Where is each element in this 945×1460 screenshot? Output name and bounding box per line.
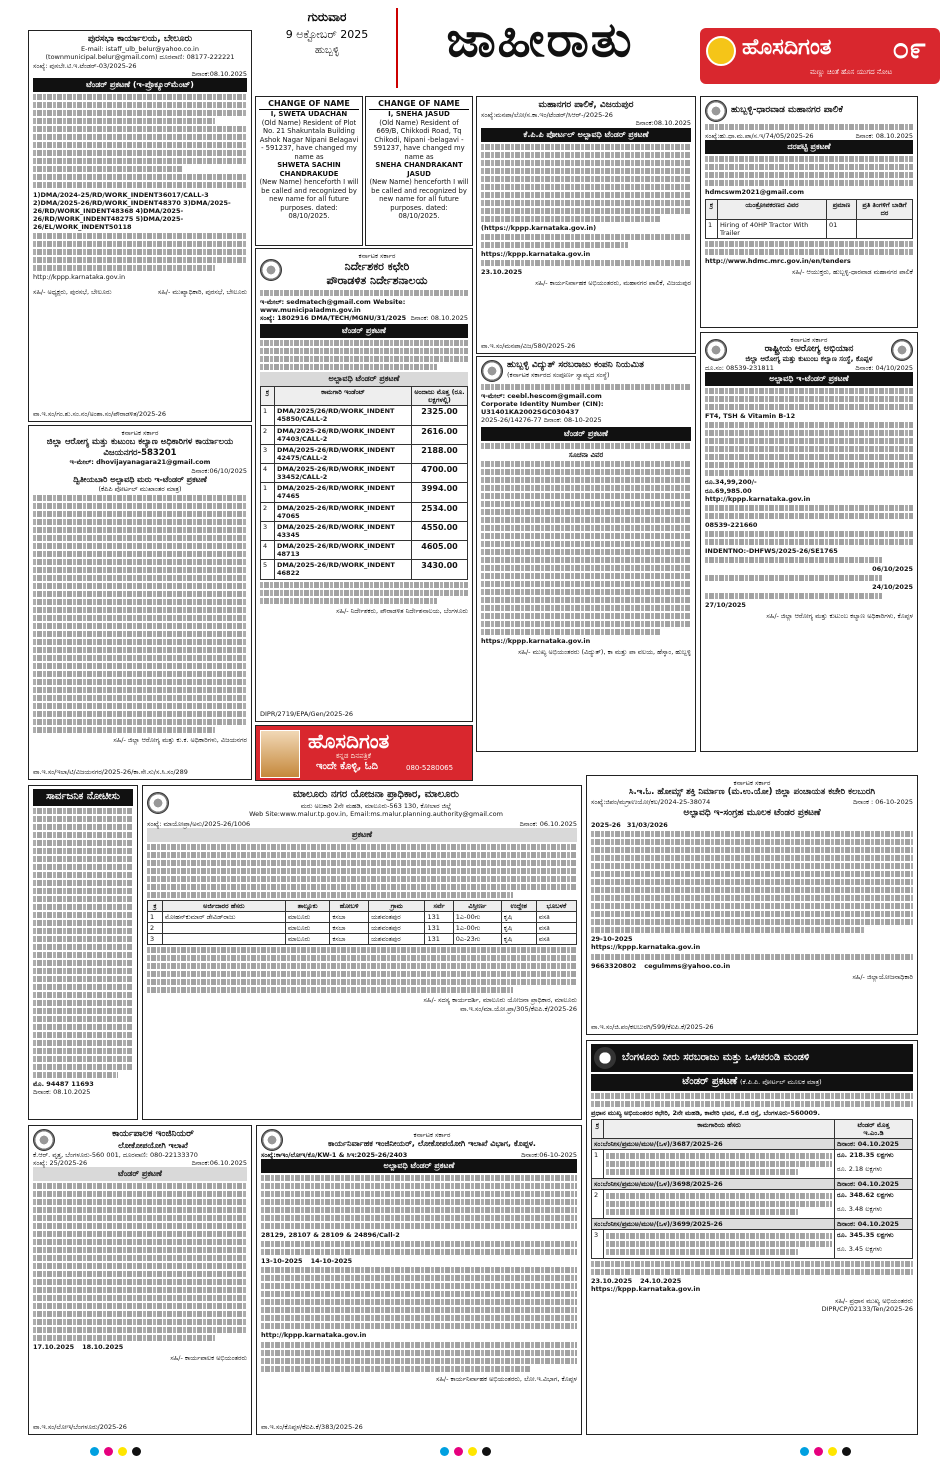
- promo-phone: 080-5280065: [406, 764, 454, 772]
- vij-link[interactable]: (https://kppp.karnataka.gov.in): [481, 223, 597, 232]
- dma-banner: ಟೆಂಡರ್ ಪ್ರಕಟಣೆ: [260, 324, 468, 338]
- pwde-banner: ಟೆಂಡರ್ ಪ್ರಕಟಣೆ: [33, 1167, 247, 1181]
- cn2-body: (Old Name) Resident of 669/B, Chikkodi Road, Tq Chikodi, Nipani -belagavi - 591237, have changed my name as: [373, 118, 465, 161]
- malur-col: ವಿಸ್ತೀರ್ಣ: [453, 900, 501, 911]
- promo-sub: ಕನ್ನಡ ದಿನಪತ್ರಿಕೆ: [336, 752, 372, 760]
- cn2-heading: CHANGE OF NAME: [369, 99, 469, 110]
- dma-col-2: ಅಂದಾಜು ಮೊತ್ತ (ರೂ. ಲಕ್ಷಗಳಲ್ಲಿ): [412, 387, 468, 406]
- malur-col: ಭೂಬಳಕೆ: [536, 900, 576, 911]
- bwssb-col-2: ಟೆಂಡರ್ ಮೊತ್ತ: [857, 1120, 890, 1129]
- table-row: ಸಂ:ಬೆಂನೀಸ/ಪ್ರಮುಅ/ಮುಅ/(ಒಳ)/3699/2025-26 ದಿನಾಂಕ: 04.10.2025: [592, 1219, 913, 1230]
- kh-d2: 24/10/2025: [872, 583, 913, 592]
- kal-year: 2025-26: [591, 821, 621, 830]
- hescom-email: ಇ-ಮೇಲ್: ceebl.hescom@gmail.com: [481, 392, 602, 400]
- hdmc-col-3: ಪ್ರತಿ ತಿಂಗಳಿಗೆ ಬಾಡಿಗೆ ದರ: [857, 200, 913, 219]
- malur-addr: ಮರು ಅಬಕಾರಿ 2ನೇ ಮಹಡಿ, ಮಾಲೂರು-563 130, ಕೋಲಾರ ಜಿಲ್ಲೆ: [300, 801, 452, 810]
- table-row: 4 DMA/2025-26/RD/WORK_INDENT 48713 4605.00: [261, 541, 468, 560]
- cn1-footer: (New Name) henceforth I will be called and recognized by new name for all future purposes. dated: 08/10/2025.: [259, 178, 359, 221]
- kp-sign: ಸಹಿ/- ಕಾರ್ಯನಿರ್ವಾಹಕ ಅಭಿಯಂತರರು, ಲೋ.ಇ.ವಿಭಾಗ, ಕೊಪ್ಪಳ: [436, 1374, 577, 1383]
- vn-banner: ದ್ವಿತೀಯಬಾರಿ ಅಲ್ಪಾವಧಿ ಮರು ಇ-ಟೆಂಡರ್ ಪ್ರಕಟಣೆ: [73, 474, 207, 484]
- dma-date: ದಿನಾಂಕ: 08.10.2025: [410, 313, 468, 322]
- bwssb-deadline2: 24.10.2025: [640, 1277, 682, 1286]
- kal-office: ಸಿ.ಇ.ಓ. ಹೋಮ್ಸ್ ಶಕ್ತಿ ನಿರ್ಮಾಣ (ಮ.ಉ.ಯೋ) ಜಿಲ್ಲಾ ಪಂಚಾಯತ ಕಚೇರಿ ಕಲಬುರಗಿ: [628, 787, 876, 798]
- vn-gov: ಕರ್ನಾಟಕ ಸರ್ಕಾರ: [121, 429, 159, 437]
- hdmc-banner: ದರಪಟ್ಟಿ ಪ್ರಕಟಣೆ: [705, 140, 913, 154]
- ad-public-notice: [28, 785, 138, 1120]
- kal-gov: ಕರ್ನಾಟಕ ಸರ್ಕಾರ: [733, 779, 771, 787]
- cn2-person: I, SNEHA JASUD: [388, 110, 450, 118]
- table-row: 1 ರೂ. 218.35 ಲಕ್ಷಗಳು ರೂ. 2.18 ಲಕ್ಷಗಳು: [592, 1150, 913, 1179]
- kal-ref: ಸಂಖ್ಯೆ:ಜಿಪಂ/ಮಗ್ರಾಉಯೋ/ಕಲ/2024-25-38074: [591, 797, 711, 806]
- hdmc-office: ಹುಬ್ಬಳ್ಳಿ-ಧಾರವಾಡ ಮಹಾನಗರ ಪಾಲಿಕೆ: [731, 105, 843, 116]
- malur-table: [147, 900, 577, 946]
- kal-sign: ಸಹಿ/- ಜಿಲ್ಲಾಯೋಜನಾಧಿಕಾರಿ: [852, 972, 913, 981]
- kh-link[interactable]: http://kppp.karnataka.gov.in: [705, 494, 811, 503]
- bwssb-office: ಬೆಂಗಳೂರು ನೀರು ಸರಬರಾಜು ಮತ್ತು ಒಳಚರಂಡಿ ಮಂಡಳಿ: [622, 1051, 810, 1063]
- dma-sign: ಸಹಿ/- ನಿರ್ದೇಶಕರು, ಪೌರಾಡಳಿತ ನಿರ್ದೇಶನಾಲಯ, ಬೆಂಗಳೂರು: [336, 606, 468, 615]
- ad-koppal-health: [700, 332, 918, 752]
- karnataka-emblem-icon: [147, 792, 169, 814]
- kp-d1: 13-10-2025: [261, 1257, 303, 1266]
- hescom-sub2: ಸೂಚನಾ ವಿವರ: [568, 450, 604, 459]
- hescom-office: ಹುಬ್ಬಳ್ಳಿ ವಿದ್ಯುತ್ ಸರಬರಾಜು ಕಂಪನಿ ನಿಯಮಿತ: [507, 360, 644, 370]
- vn-date: ದಿನಾಂಕ:06/10/2025: [191, 466, 247, 475]
- bwssb-footer: DIPR/CP/02133/Ten/2025-26: [821, 1304, 913, 1313]
- pn-phone: ಮೊ. 94487 11693: [33, 1079, 94, 1088]
- kp-ref: ಸಂಖ್ಯೆ:ಕಾಇಂ/ಲೋಇ/ಕೊ/KW-1 & ಸಿಇ:2025-26/2403: [261, 1151, 408, 1159]
- table-row: 3 ಮಾಲೂರು ಕಸಬಾ ಯಶವಂತಪುರ 131 0ಎ-23ಗು ಕೃಷಿ ವಸತಿ: [148, 934, 577, 945]
- malur-date: ದಿನಾಂಕ: 06.10.2025: [519, 819, 577, 828]
- malur-col: ತಾಲ್ಲೂಕು: [285, 900, 329, 911]
- promo-paper-image: [260, 730, 300, 778]
- bwssb-banner: ಟೆಂಡರ್ ಪ್ರಕಟಣೆ: [682, 1076, 738, 1087]
- vn-office: ಜಿಲ್ಲಾ ಆರೋಗ್ಯ ಮತ್ತು ಕುಟುಂಬ ಕಲ್ಯಾಣ ಅಧಿಕಾರಿಗಳ ಕಾರ್ಯಾಲಯ ವಿಜಯನಗರ-583201: [46, 437, 234, 458]
- kp-footer: ವಾ.ಇ.ಸಂ/ಕೊಪ್ಪಳ/ಕೆಐಪಿ.ಕೆ/383/2025-26: [261, 1422, 363, 1431]
- vij-sign: ಸಹಿ/- ಕಾರ್ಯನಿರ್ವಾಹಕ ಅಭಿಯಂತರರು, ಮಹಾನಗರ ಪಾಲಿಕೆ, ವಿಜಯಪುರ: [535, 278, 691, 287]
- table-row: 1 Hiring of 40HP Tractor With Trailer 01: [706, 219, 913, 238]
- ad-vijayanagara: [28, 425, 252, 780]
- bwssb-col-2b: ಇ.ಎಂ.ಡಿ: [863, 1128, 884, 1137]
- page-number: ೦೯: [892, 31, 926, 66]
- cn1-person: I, SWETA UDACHAN: [270, 110, 348, 118]
- karnataka-emblem-icon: [261, 1129, 283, 1151]
- kal-link[interactable]: https://kppp.karnataka.gov.in: [591, 943, 701, 952]
- bwssb-table: ಕ್ರ ಕಾಮಗಾರಿಯ ಹೆಸರು ಟೆಂಡರ್ ಮೊತ್ತ ಇ.ಎಂ.ಡಿ ಸಂ:ಬೆಂನೀಸ/ಪ್ರಮುಅ/ಮುಅ/(ಒಳ)/3687/2025-26 ದಿನಾಂಕ: 04.10.2025 1 ರೂ. 218.35 ಲಕ್ಷಗಳು ರೂ. 2.18 ಲಕ್ಷಗಳು ಸಂ:ಬೆಂನೀಸ/ಪ್ರಮುಅ/ಮುಅ/(ಒಳ)/3698/2025-26 ದಿನಾಂಕ: 04.10.2025 2 ರೂ. 348.62 ಲಕ್ಷಗಳು ರೂ. 3.48 ಲಕ್ಷಗಳು ಸಂ:ಬೆಂನೀಸ/ಪ್ರಮುಅ/ಮುಅ/(ಒಳ)/3699/2025-26 ದಿನಾಂಕ: 04.10.2025 3 ರೂ. 345.35 ಲಕ್ಷಗಳು ರೂ. 3.45 ಲಕ್ಷಗಳು: [591, 1119, 913, 1260]
- vn-banner2: (ಕೆಪಿಪಿ ಪೋರ್ಟಲ್ ಮುಖಾಂತರ ಮಾತ್ರ): [98, 484, 182, 493]
- bwssb-banner-wrap: [591, 1074, 913, 1091]
- kh-tests: FT4, TSH & Vitamin B-12: [705, 412, 796, 421]
- belur-date: ದಿನಾಂಕ:08.10.2025: [191, 69, 247, 78]
- table-row: 1 DMA/2025-26/RD/WORK_INDENT 47465 3994.00: [261, 483, 468, 502]
- ad-bwssb: [586, 1040, 918, 1435]
- belur-email2: (townmunicipal.belur@gmail.com) ದೂರವಾಣಿ: 08177-222221: [45, 53, 235, 62]
- paper-logo: [700, 28, 940, 84]
- ad-belur: [28, 30, 252, 422]
- hescom-cin: Corporate Identity Number (CIN): U31401KA2002SGC030437: [481, 400, 604, 417]
- vn-footer: ವಾ.ಇ.ಸಂ/ಇಲಾ/ಟಿ/ವಿಜಯನಗರ/2025-26/ಕಾ.ಸೇ.ಸು/ಸ.ಸಿ.ಸಂ/289: [33, 767, 188, 776]
- ad-change-name-2: [365, 96, 473, 246]
- vn-email[interactable]: ಇ-ಮೇಲ್: dhovijayanagara21@gmail.com: [69, 458, 211, 467]
- kp-gov: ಕರ್ನಾಟಕ ಸರ್ಕಾರ: [413, 1130, 451, 1139]
- hescom-sub: (ಕರ್ನಾಟಕ ಸರ್ಕಾರದ ಸಂಪೂರ್ಣ ಸ್ವಾಮ್ಯದ ಸಂಸ್ಥೆ): [507, 371, 610, 380]
- section-title: ಜಾಹೀರಾತು: [446, 12, 634, 68]
- kp-indents: 28129, 28107 & 28109 & 24896/Call-2: [261, 1231, 400, 1240]
- malur-ref: ಸಂಖ್ಯೆ: ಮಾಯೋಪ್ರಾ/ಅನು/2025-26/1006: [147, 819, 251, 828]
- bwssb-banner2: (ಕೆ.ಪಿ.ಪಿ. ಪೋರ್ಟಲ್ ಮೂಲಕ ಮಾತ್ರ): [740, 1078, 822, 1086]
- ad-pwd-engineer: [28, 1125, 252, 1435]
- pwde-addr: ಕೆ.ಆರ್. ವೃತ್ತ, ಬೆಂಗಳೂರು-560 001, ದೂರವಾಣಿ: 080-22133370: [33, 1151, 198, 1159]
- malur-office: ಮಾಲೂರು ನಗರ ಯೋಜನಾ ಪ್ರಾಧಿಕಾರ, ಮಾಲೂರು: [293, 789, 459, 800]
- malur-col: ಗ್ರಾಮ: [368, 900, 425, 911]
- pn-heading: ಸಾರ್ವಜನಿಕ ನೋಟೀಸು: [33, 789, 133, 806]
- table-row: 2 ರೂ. 348.62 ಲಕ್ಷಗಳು ರೂ. 3.48 ಲಕ್ಷಗಳು: [592, 1190, 913, 1219]
- pwde-d1: 17.10.2025: [33, 1343, 75, 1352]
- malur-col: ಸರ್ವೆ: [425, 900, 453, 911]
- kp-d2: 14-10-2025: [310, 1257, 353, 1266]
- promo-hosadiganta[interactable]: [255, 725, 473, 781]
- promo-cta: ಇಂದೇ ಕೊಳ್ಳಿ, ಓದಿ: [316, 761, 378, 772]
- cn1-new-name: SHWETA SACHIN CHANDRAKUDE: [277, 161, 341, 178]
- kh-sign: ಸಹಿ/- ಜಿಲ್ಲಾ ಆರೋಗ್ಯ ಮತ್ತು ಕುಟುಂಬ ಕಲ್ಯಾಣ ಅಧಿಕಾರಿಗಳು, ಕೊಪ್ಪಳ: [766, 612, 913, 621]
- kh-d1: 06/10/2025: [872, 565, 913, 573]
- malur-col: ಅರ್ಜಿದಾರರ ಹೆಸರು: [162, 900, 285, 911]
- pwde-sign: ಸಹಿ/- ಕಾರ್ಯಪಾಲಕ ಅಭಿಯಂತರರು: [170, 1354, 247, 1363]
- ad-hdmc: [700, 96, 918, 328]
- promo-name: ಹೊಸದಿಗಂತ: [308, 729, 390, 753]
- ad-dma: [255, 248, 473, 722]
- table-row: 3 DMA/2025-26/RD/WORK_INDENT 42475/CALL-2 2188.00: [261, 444, 468, 463]
- kh-office: ರಾಷ್ಟ್ರೀಯ ಆರೋಗ್ಯ ಅಭಿಯಾನ: [764, 344, 854, 355]
- registration-marks-center: [440, 1447, 491, 1456]
- kp-date: ದಿನಾಂಕ:06-10-2025: [521, 1151, 577, 1159]
- kal-footer: ವಾ.ಇ.ಸಂ/ಜಿ.ಪಂ/ಕಲಬುರಗಿ/599/ಕೆಐಪಿ.ಕೆ/2025-26: [591, 1022, 714, 1031]
- dma-ref: ಸಂಖ್ಯೆ: 1802916 DMA/TECH/MGNU/31/2025: [260, 313, 407, 322]
- vij-date: ದಿನಾಂಕ:08.10.2025: [635, 119, 691, 128]
- dma-table: ಕ್ರ ಕಾಮಗಾರಿ ಇಂಡೆಂಟ್ ಅಂದಾಜು ಮೊತ್ತ (ರೂ. ಲಕ್ಷಗಳಲ್ಲಿ) 1 DMA/2025/26/RD/WORK_INDENT 45850/CALL-2 2325.00 2 DMA/2025-26/RD/WORK_INDENT 47403/CALL-2 2616.00 3 DMA/2025-26/RD/WORK_INDENT 42475/CALL-2 2188.00 4 DMA/2025-26/RD/WORK_INDENT 33452/CALL-2 4700.00 1 DMA/2025-26/RD/WORK_INDENT 47465 3994.00 2 DMA/2025-26/RD/WORK_INDENT 47065 2534.00 3 DMA/2025-26/RD/WORK_INDENT 43345 4550.00 4 DMA/2025-26/RD/WORK_INDENT 48713 4605.00 5 DMA/2025-26/RD/WORK_INDENT 46822 3430.00: [260, 386, 468, 580]
- pwde-office: ಕಾರ್ಯಪಾಲಕ ಇಂಜಿನಿಯರ್: [112, 1129, 194, 1140]
- pwde-ref: ಸಂಖ್ಯೆ: 25/2025-26: [33, 1159, 88, 1168]
- pn-date: ದಿನಾಂಕ: 08.10.2025: [33, 1087, 91, 1096]
- bwssb-sign: ಸಹಿ/- ಪ್ರಧಾನ ಮುಖ್ಯ ಅಭಿಯಂತರರು: [835, 1296, 913, 1305]
- hdmc-ref: ಸಂಖ್ಯೆ:ಹು.ಧಾ.ಮ.ಪಾ/ಸ.ಇ/74/05/2025-26: [705, 132, 814, 140]
- belur-indents: 1)DMA/2024-25/RD/WORK_INDENT36017/CALL-3 2)DMA/2025-26/RD/WORK_INDENT48370 3)DMA/2025-26/RD/WORK_INDENT48368 4)DMA/2025-26/RD/WORK_INDENT48275 5)DMA/2025-26/EL/WORK_INDENT50118: [33, 190, 231, 232]
- registration-marks-left: [90, 1447, 141, 1456]
- malur-col: ಉದ್ದೇಶ: [501, 900, 536, 911]
- ad-change-name-1: [255, 96, 363, 246]
- dma-footer: DIPR/2719/EPA/Gen/2025-26: [260, 709, 354, 718]
- belur-sign-2: ಸಹಿ/- ಮುಖ್ಯಾಧಿಕಾರಿ, ಪುರಸಭೆ, ಬೇಲೂರು: [157, 287, 247, 296]
- bwssb-logo-icon: [594, 1047, 616, 1069]
- belur-email: E-mail: istaff_ulb_belur@yahoo.co.in: [81, 45, 199, 54]
- kal-email[interactable]: cegulmms@yahoo.co.in: [644, 961, 731, 970]
- nhm-logo-icon: [705, 339, 727, 361]
- kh-date: ದಿನಾಂಕ: 04/10/2025: [855, 364, 913, 373]
- hescom-link[interactable]: https://kppp.karnataka.gov.in: [481, 637, 591, 646]
- kal-dates: 29-10-2025: [591, 935, 633, 944]
- kh-gov: ಕರ್ನಾಟಕ ಸರ್ಕಾರ: [790, 336, 828, 344]
- masthead-day: ಗುರುವಾರ: [307, 10, 347, 24]
- malur-web[interactable]: Web Site:www.malur.tp.gov.in, Email:ms.malur.planning.authority@gmail.com: [249, 809, 503, 818]
- vij-footer: ವಾ.ಇ.ಸಂ/ಮನಪಾ/ವಿಜ/580/2025-26: [481, 341, 576, 350]
- malur-footer: ವಾ.ಇ.ಸಂ/ಮಾ.ಯೋ.ಪ್ರಾ/305/ಕೆಐಪಿ.ಕೆ/2025-26: [460, 1004, 577, 1013]
- masthead-date: 9 ಅಕ್ಟೋಬರ್ 2025: [285, 28, 369, 41]
- dma-col-1: ಕಾಮಗಾರಿ ಇಂಡೆಂಟ್: [275, 387, 412, 406]
- bwssb-col-1: ಕಾಮಗಾರಿಯ ಹೆಸರು: [604, 1119, 835, 1138]
- ad-hescom: [476, 356, 696, 752]
- cn2-footer: (New Name) henceforth I will be called and recognized by new name for all future purposes. dated: 08/10/2025.: [369, 178, 469, 221]
- table-row: 2 DMA/2025-26/RD/WORK_INDENT 47065 2534.00: [261, 502, 468, 521]
- table-row: ಸಂ:ಬೆಂನೀಸ/ಪ್ರಮುಅ/ಮುಅ/(ಒಳ)/3698/2025-26 ದಿನಾಂಕ: 04.10.2025: [592, 1179, 913, 1190]
- pwde-office2: ಲೋಕೋಪಯೋಗಿ ಇಲಾಖೆ: [118, 1140, 188, 1150]
- dma-office2: ಪೌರಾಡಳಿತ ನಿರ್ದೇಶನಾಲಯ: [326, 273, 428, 287]
- table-row: 1 DMA/2025/26/RD/WORK_INDENT 45850/CALL-2 2325.00: [261, 406, 468, 425]
- table-row: 4 DMA/2025-26/RD/WORK_INDENT 33452/CALL-2 4700.00: [261, 464, 468, 483]
- table-row: 3 ರೂ. 345.35 ಲಕ್ಷಗಳು ರೂ. 3.45 ಲಕ್ಷಗಳು: [592, 1230, 913, 1259]
- table-row: ಸಂ:ಬೆಂನೀಸ/ಪ್ರಮುಅ/ಮುಅ/(ಒಳ)/3687/2025-26 ದಿನಾಂಕ: 04.10.2025: [592, 1138, 913, 1149]
- belur-banner: ಟೆಂಡರ್ ಪ್ರಕಟಣೆ (ಇ-ಪ್ರೊಕ್ಯೂರ್‌ಮೆಂಟ್): [33, 78, 247, 92]
- malur-sign: ಸಹಿ/- ಸದಸ್ಯ ಕಾರ್ಯದರ್ಶಿ, ಮಾಲೂರು ಯೋಜನಾ ಪ್ರಾಧಿಕಾರ, ಮಾಲೂರು: [423, 996, 577, 1005]
- hdmc-col-1: ಯಂತ್ರೋಪಕರಣದ ವಿವರ: [718, 200, 827, 219]
- pwde-footer: ವಾ.ಇ.ಸಂ/ಲೋಇ/ಬೆಂಗಳೂರು/2025-26: [33, 1422, 127, 1431]
- table-row: 1 ಮೋಹನ್‌ಕುಮಾರ್ ಡೇವಿಡ್‌ರಾಜು ಮಾಲೂರು ಕಸಬಾ ಯಶವಂತಪುರ 131 1ಎ-00ಗು ಕೃಷಿ ವಸತಿ: [148, 912, 577, 923]
- belur-ref: ಸಂಖ್ಯೆ: ಪುಸಬೇ.ಟಿ.ಇ.ಟೆಂಡರ್-03/2025-26: [33, 61, 137, 70]
- paper-emblem-icon: [706, 36, 736, 66]
- ad-kalaburagi: [586, 775, 918, 1035]
- vij-link-2[interactable]: https://kppp.karnataka.gov.in: [481, 249, 591, 258]
- belur-link[interactable]: http://kppp.karnataka.gov.in: [33, 273, 126, 282]
- hdmc-logo-icon: [705, 100, 727, 122]
- vij-ref: ಸಂಖ್ಯೆ:ಮನಪಾ/ಲೋ/ಸ.ಕಾ.ಇಂ/ಟೆಂಡರ್/ಸಿಆರ್-/2025-26: [481, 111, 613, 120]
- bwssb-link[interactable]: https://kppp.karnataka.gov.in: [591, 1285, 701, 1294]
- pwde-d2: 18.10.2025: [82, 1343, 124, 1352]
- kal-phone: 9663320802: [591, 961, 637, 970]
- bwssb-addr: ಪ್ರಧಾನ ಮುಖ್ಯ ಅಭಿಯಂತರರ ಕಛೇರಿ, 2ನೇ ಮಹಡಿ, ಕಾವೇರಿ ಭವನ, ಕೆ.ಜಿ ರಸ್ತೆ, ಬೆಂಗಳೂರು-560009.: [591, 1108, 821, 1117]
- hescom-banner: ಟೆಂಡರ್ ಪ್ರಕಟಣೆ: [481, 427, 691, 441]
- hdmc-email[interactable]: hdmcswm2021@gmail.com: [705, 188, 804, 197]
- ad-koppal-pwd: [256, 1125, 582, 1435]
- date-block: [258, 8, 398, 88]
- table-row: 5 DMA/2025-26/RD/WORK_INDENT 46822 3430.00: [261, 560, 468, 579]
- vij-deadline: 23.10.2025: [481, 267, 523, 276]
- hescom-logo-icon: [481, 360, 503, 382]
- paper-tagline: ಮಣ್ಣು ಚಿಂತೆ ಹೊಸ ಯುಗದ ನೋಟ: [810, 68, 893, 76]
- hdmc-table: ಕ್ರ ಯಂತ್ರೋಪಕರಣದ ವಿವರ ಪ್ರಮಾಣ ಪ್ರತಿ ತಿಂಗಳಿಗೆ ಬಾಡಿಗೆ ದರ 1 Hiring of 40HP Tractor With Trailer 01: [705, 199, 913, 239]
- kh-office2: ಜಿಲ್ಲಾ ಆರೋಗ್ಯ ಮತ್ತು ಕುಟುಂಬ ಕಲ್ಯಾಣ ಸಂಸ್ಥೆ, ಕೊಪ್ಪಳ: [745, 355, 873, 364]
- hescom-sign: ಸಹಿ/- ಮುಖ್ಯ ಅಭಿಯಂತರರು (ವಿದ್ಯುತ್), ಕಾ ಮತ್ತು ಪಾ ವಲಯ, ಹೆಸ್ಕಾಂ, ಹುಬ್ಬಳ್ಳಿ: [518, 648, 691, 657]
- registration-marks-right: [800, 1447, 851, 1456]
- belur-sign-1: ಸಹಿ/- ಅಧ್ಯಕ್ಷರು, ಪುರಸಭೆ, ಬೇಲೂರು: [33, 287, 112, 296]
- kp-office: ಕಾರ್ಯನಿರ್ವಾಹಕ ಇಂಜಿನೀಯರ್, ಲೋಕೋಪಯೋಗಿ ಇಲಾಖೆ ವಿಭಾಗ, ಕೊಪ್ಪಳ.: [328, 1139, 536, 1149]
- cn1-heading: CHANGE OF NAME: [259, 99, 359, 110]
- dma-email: ಇ-ಮೇಲ್: sedmatech@gmail.com Website: www.municipaladmn.gov.in: [260, 297, 406, 314]
- ad-malur: [142, 785, 582, 1120]
- vij-banner: ಕೆ.ಪಿ.ಪಿ ಪೋರ್ಟಲ್ ಅಲ್ಪಾವಧಿ ಟೆಂಡರ್ ಪ್ರಕಟಣೆ: [481, 128, 691, 142]
- kh-d3: 27/10/2025: [705, 601, 746, 610]
- table-row: 2 ಮಾಲೂರು ಕಸಬಾ ಯಶವಂತಪುರ 131 1ಎ-00ಗು ಕೃಷಿ ವಸತಿ: [148, 923, 577, 934]
- hdmc-col-2: ಪ್ರಮಾಣ: [827, 200, 857, 219]
- vn-sign: ಸಹಿ/- ಜಿಲ್ಲಾ ಆರೋಗ್ಯ ಮತ್ತು ಕು.ಕ. ಅಧಿಕಾರಿಗಳು, ವಿಜಯನಗರ: [113, 735, 247, 744]
- dma-office: ನಿರ್ದೇಶಕರ ಕಛೇರಿ: [344, 260, 410, 274]
- kh-indent: INDENTNO:-DHFWS/2025-26/SE1765: [705, 546, 838, 555]
- table-row: 2 DMA/2025-26/RD/WORK_INDENT 47403/CALL-2 2616.00: [261, 425, 468, 444]
- masthead-city: ಹುಬ್ಬಳ್ಳಿ: [314, 44, 340, 56]
- kal-date2: 31/03/2026: [626, 821, 668, 830]
- malur-col: ಕ್ರ: [148, 900, 163, 911]
- hdmc-sign: ಸಹಿ/- ಆಯುಕ್ತರು, ಹುಬ್ಬಳ್ಳಿ-ಧಾರವಾಡ ಮಹಾನಗರ ಪಾಲಿಕೆ: [792, 267, 913, 276]
- hdmc-web[interactable]: http://www.hdmc.mrc.gov.in/en/tenders: [705, 256, 851, 265]
- kh-phone2: 08539-221660: [705, 520, 758, 529]
- kh-phone: ದೂ.ಸಂ: 08539-231811: [705, 364, 774, 373]
- karnataka-emblem-icon: [260, 259, 282, 281]
- kh-banner: ಅಲ್ಪಾವಧಿ ಇ-ಟೆಂಡರ್ ಪ್ರಕಟಣೆ: [705, 372, 913, 386]
- dma-gov: ಕರ್ನಾಟಕ ಸರ್ಕಾರ: [358, 252, 396, 260]
- malur-col: ಹೋಬಳಿ: [330, 900, 369, 911]
- kh-amount: ರೂ.34,99,200/-: [705, 478, 757, 487]
- bwssb-deadline1: 23.10.2025: [591, 1277, 633, 1286]
- belur-office: ಪುರಸಭಾ ಕಾರ್ಯಾಲಯ, ಬೇಲೂರು: [87, 34, 193, 44]
- kp-link[interactable]: http://kppp.karnataka.gov.in: [261, 1331, 367, 1340]
- paper-name: ಹೊಸದಿಗಂತ: [742, 35, 832, 60]
- vij-office: ಮಹಾನಗರ ಪಾಲಿಕೆ, ವಿಜಯಪುರ: [538, 100, 634, 110]
- dma-table-title: ಅಲ್ಪಾವಧಿ ಟೆಂಡರ್ ಪ್ರಕಟಣೆ: [260, 372, 468, 386]
- table-row: 3 DMA/2025-26/RD/WORK_INDENT 43345 4550.00: [261, 521, 468, 540]
- cn1-body: (Old Name) Resident of Plot No. 21 Shakuntala Building Ashok Nagar Nipani Belagavi - 591237, have changed my name as: [259, 118, 359, 161]
- kal-banner: ಅಲ್ಪಾವಧಿ ಇ-ಸಂಗ್ರಹ ಮೂಲಕ ಟೆಂಡರ ಪ್ರಕಟಣೆ: [683, 807, 821, 818]
- karnataka-emblem-icon: [891, 339, 913, 361]
- kp-banner: ಅಲ್ಪಾವಧಿ ಟೆಂಡರ್ ಪ್ರಕಟಣೆ: [261, 1159, 577, 1173]
- hdmc-date: ದಿನಾಂಕ: 08.10.2025: [855, 132, 913, 140]
- malur-banner: ಪ್ರಕಟಣೆ: [147, 828, 577, 842]
- cn2-new-name: SNEHA CHANDRAKANT JASUD: [375, 161, 463, 178]
- karnataka-emblem-icon: [33, 1129, 55, 1151]
- kal-date: ದಿನಾಂಕ : 06-10-2025: [852, 797, 913, 806]
- pwde-date: ದಿನಾಂಕ:06.10.2025: [191, 1159, 247, 1168]
- ad-vijayapura: [476, 96, 696, 354]
- hescom-ref: 2025-26/14276-77 ದಿನಾಂಕ: 08-10-2025: [481, 416, 602, 425]
- belur-footer: ವಾ.ಇ.ಸಂ/ಗಂ.ಶು.ಸಂ.ನಂ/ಅಂಶಾ.ಸಂ/ಪೌರಾಡಳಿತ/2025-26: [33, 409, 166, 418]
- kh-emd: ರೂ.69,985.00: [705, 486, 752, 495]
- belur-body: [33, 94, 247, 188]
